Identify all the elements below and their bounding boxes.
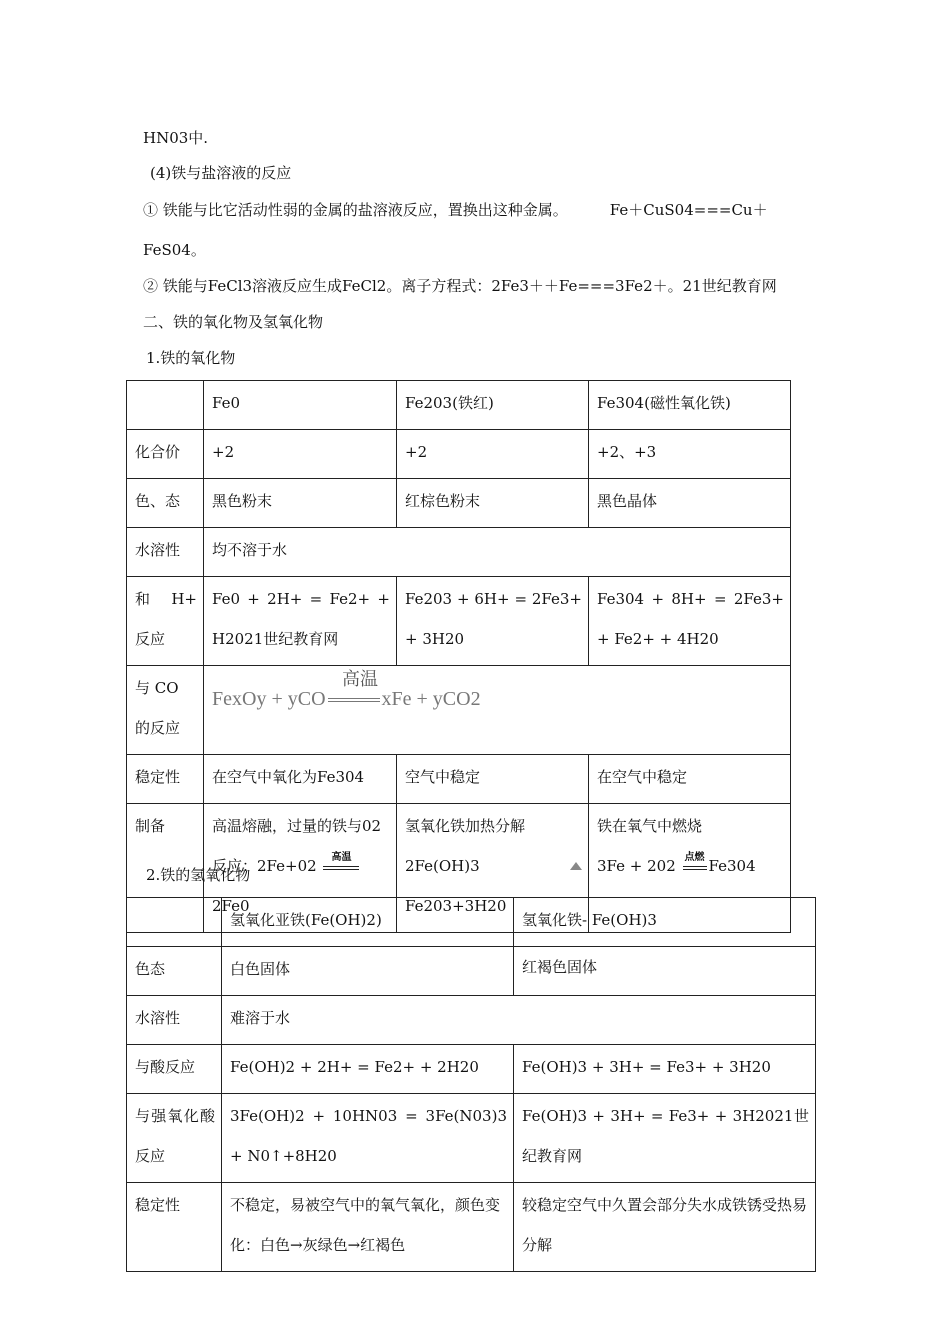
row-label-color-state: 色态 [127, 947, 222, 996]
heat-condition-icon: 高温 [321, 858, 361, 876]
prep-feo-product: 2Fe0 [212, 897, 250, 915]
table-row [127, 528, 791, 577]
iron-hydroxides-table [126, 897, 816, 1272]
subheading-hydroxides: 2.铁的氢氧化物 [146, 866, 251, 884]
row-label-valence: 化合价 [127, 430, 204, 479]
table-cell: 难溶于水 [222, 996, 816, 1045]
row-label-co: 与 CO 的反应 [127, 666, 204, 755]
section-heading-2: 二、铁的氧化物及氢氧化物 [143, 313, 324, 331]
table-row [127, 996, 816, 1045]
header-fe2o3: Fe203(铁红) [397, 381, 589, 430]
table-cell: 3Fe(OH)2 + 10HN03 = 3Fe(N03)3 + N0↑+8H20 [222, 1094, 514, 1183]
heating-triangle-icon [570, 862, 582, 870]
table-cell: 在空气中氧化为Fe304 [204, 755, 397, 804]
iron-oxides-table [126, 380, 791, 933]
table-row [127, 1183, 816, 1272]
table-cell: 黑色粉末 [204, 479, 397, 528]
intro-line-4: FeS04。 [143, 241, 206, 259]
prep-fe2o3-product: Fe203+3H20 [405, 897, 507, 915]
header-fe-oh-3: 氢氧化铁- Fe(OH)3 [514, 898, 816, 947]
co-reaction-cell [204, 666, 791, 755]
formula-condition: 高温 [342, 669, 378, 689]
table-row [127, 479, 791, 528]
table-cell: Fe203 + 6H+ = 2Fe3+ + 3H20 [397, 577, 589, 666]
row-label-preparation: 制备 [127, 804, 204, 933]
prep-fe2o3-eq: 2Fe(OH)3 [405, 846, 582, 886]
header-fe3o4: Fe304(磁性氧化铁) [589, 381, 791, 430]
prep-feo-text: 高温熔融，过量的铁与02 反应：2Fe+02 [212, 817, 382, 875]
table-cell: 不稳定，易被空气中的氧气氧化，颜色变化：白色→灰绿色→红褐色 [222, 1183, 514, 1272]
table-cell: Fe(OH)3 + 3H+ = Fe3+ + 3H20 [514, 1045, 816, 1094]
table-cell: Fe304 + 8H+ = 2Fe3+ + Fe2+ + 4H20 [589, 577, 791, 666]
table-cell: +2、+3 [589, 430, 791, 479]
subheading-oxides: 1.铁的氧化物 [146, 349, 236, 367]
intro-line-1: HN03中. [143, 129, 209, 147]
table-cell: 红褐色固体 [514, 947, 816, 996]
table-row [127, 1045, 816, 1094]
prep-fe3o4-eq: 3Fe + 202 点燃 Fe304 [597, 852, 756, 875]
table-row [127, 577, 791, 666]
row-label-stability: 稳定性 [127, 755, 204, 804]
prep-fe2o3-text: 氢氧化铁加热分解 [405, 817, 526, 835]
table-row [127, 666, 791, 755]
table-cell: Fe(OH)2 + 2H+ = Fe2+ + 2H20 [222, 1045, 514, 1094]
intro-line-5: ② 铁能与FeCl3溶液反应生成FeCl2。离子方程式：2Fe3＋＋Fe===3Fe2＋。21世纪教育网 [143, 277, 777, 295]
row-label-solubility: 水溶性 [127, 528, 204, 577]
header-fe-oh-2: 氢氧化亚铁(Fe(OH)2) [222, 898, 514, 947]
table-cell: 较稳定空气中久置会部分失水成铁锈受热易分解 [514, 1183, 816, 1272]
intro-line-3-text: ① 铁能与比它活动性弱的金属的盐溶液反应，置换出这种金属。 [143, 201, 568, 219]
table-cell: +2 [397, 430, 589, 479]
table-cell: Fe(OH)3 + 3H+ = Fe3+ + 3H2021世纪教育网 [514, 1094, 816, 1183]
ignite-condition-icon: 点燃 [681, 858, 709, 876]
row-label-color: 色、态 [127, 479, 204, 528]
formula-left: FexOy + yCO [212, 688, 326, 710]
table-row [127, 898, 816, 947]
row-label-solubility: 水溶性 [127, 996, 222, 1045]
row-label-acid: 和 H+ 反应 [127, 577, 204, 666]
row-label-acid: 与酸反应 [127, 1045, 222, 1094]
prep-fe3o4-text: 铁在氧气中燃烧 [597, 817, 703, 835]
row-label-stability: 稳定性 [127, 1183, 222, 1272]
table-row [127, 381, 791, 430]
table-cell: 均不溶于水 [204, 528, 791, 577]
table-cell: 白色固体 [222, 947, 514, 996]
equation-cuso4: Fe＋CuS04===Cu＋ [609, 201, 768, 219]
table-row [127, 1094, 816, 1183]
subheading-salt-reaction: (4)铁与盐溶液的反应 [150, 164, 292, 182]
table-cell [127, 898, 222, 947]
intro-line-3 [143, 200, 768, 220]
equation-bar [328, 698, 380, 702]
table-cell: 红棕色粉末 [397, 479, 589, 528]
table-cell: Fe0 + 2H+ = Fe2+ + H2021世纪教育网 [204, 577, 397, 666]
table-cell: 空气中稳定 [397, 755, 589, 804]
header-feo: Fe0 [204, 381, 397, 430]
table-row [127, 755, 791, 804]
table-cell [127, 381, 204, 430]
row-label-oxidizing-acid: 与强氧化酸反应 [127, 1094, 222, 1183]
formula-right: xFe + yCO2 [381, 688, 481, 710]
table-row [127, 947, 816, 996]
table-cell: +2 [204, 430, 397, 479]
co-reaction-formula [212, 668, 784, 712]
table-cell: 黑色晶体 [589, 479, 791, 528]
table-row [127, 430, 791, 479]
table-cell: 在空气中稳定 [589, 755, 791, 804]
